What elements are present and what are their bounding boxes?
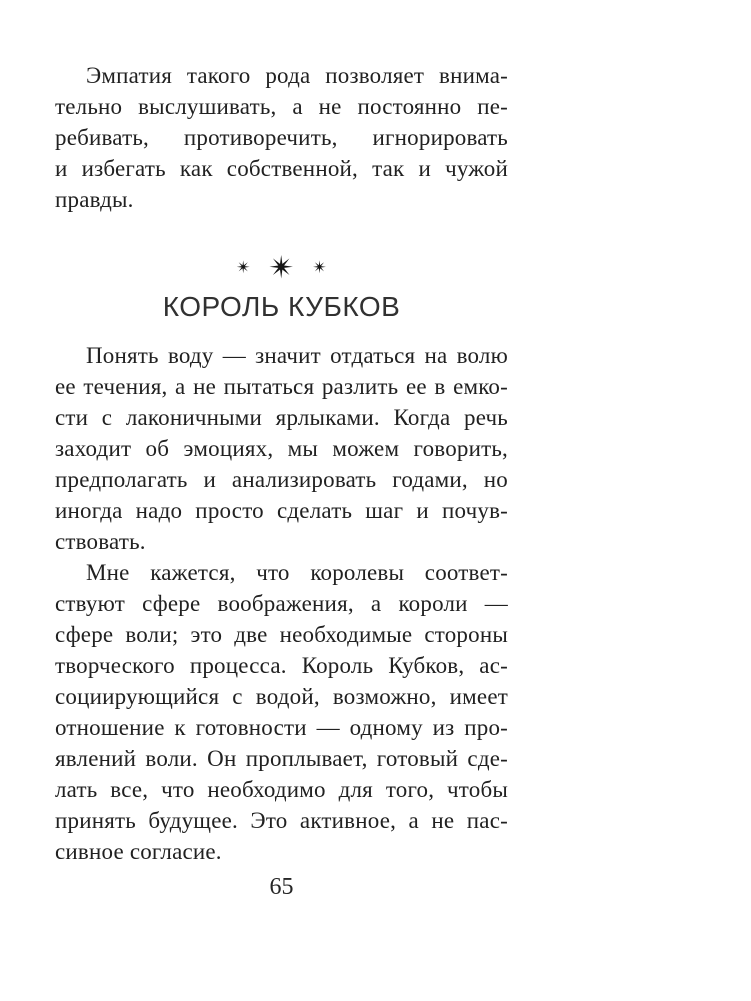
eight-pointed-star-icon: ✴ [268, 249, 295, 286]
paragraph [55, 60, 508, 215]
text-line: явлений воли. Он проплывает, готовый сде- [55, 746, 508, 771]
text-line: Эмпатия такого рода позволяет внима- [86, 63, 508, 88]
text-line: и избегать как собственной, так и чужой [55, 156, 508, 181]
eight-pointed-star-icon: ✴ [236, 257, 251, 278]
chapter-body [55, 340, 508, 867]
text-line: сфере воли; это две необходимые стороны [55, 622, 508, 647]
text-line: сти с лаконичными ярлыками. Когда речь [55, 405, 508, 430]
text-line: Понять воду — значит отдаться на волю [86, 343, 508, 368]
text-line: отношение к готовности — одному из про- [55, 715, 508, 740]
text-line: принять будущее. Это активное, а не пас- [55, 808, 508, 833]
text-line: ствуют сфере воображения, а короли — [55, 591, 508, 616]
text-line: Мне кажется, что королевы соответ- [86, 560, 508, 585]
text-line: правды. [55, 187, 134, 212]
text-line: иногда надо просто сделать шаг и почув- [55, 498, 508, 523]
text-line: заходит об эмоциях, мы можем говорить, [55, 436, 508, 461]
text-line: ребивать, противоречить, игнорировать [55, 125, 508, 150]
text-line: тельно выслушивать, а не постоянно пе- [55, 94, 508, 119]
section-separator [55, 250, 508, 286]
text-line: предполагать и анализировать годами, но [55, 467, 508, 492]
paragraph [55, 340, 508, 557]
text-line: ее течения, а не пытаться разлить ее в емко- [55, 374, 508, 399]
text-line: сивное согласие. [55, 839, 222, 864]
text-line: ствовать. [55, 529, 146, 554]
text-line: творческого процесса. Король Кубков, ас- [55, 653, 508, 678]
paragraph [55, 557, 508, 867]
text-line: социирующийся с водой, возможно, имеет [55, 684, 508, 709]
page-number: 65 [269, 874, 294, 900]
chapter-heading: КОРОЛЬ КУБКОВ [162, 291, 401, 322]
text-column [55, 0, 508, 1001]
eight-pointed-star-icon: ✴ [312, 257, 327, 278]
text-line: лать все, что необходимо для того, чтобы [55, 777, 508, 802]
